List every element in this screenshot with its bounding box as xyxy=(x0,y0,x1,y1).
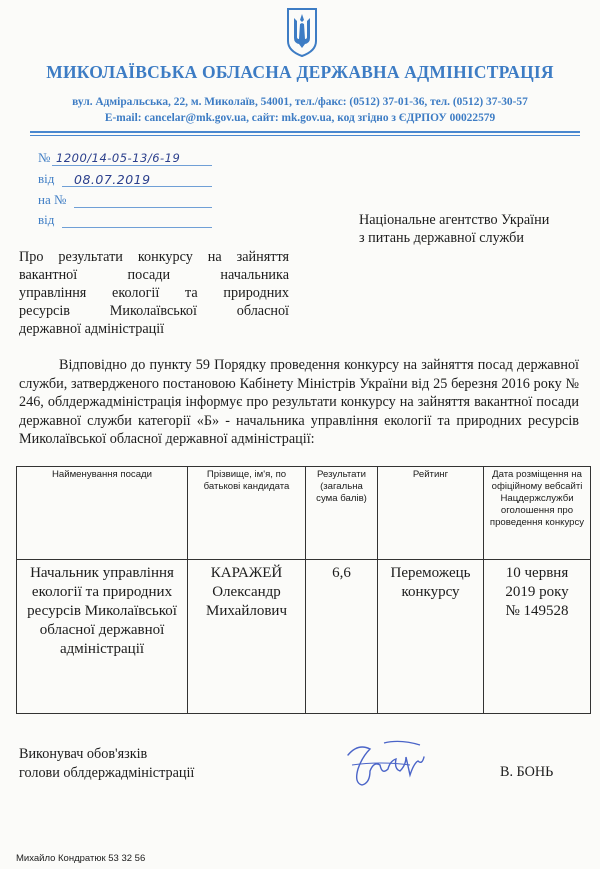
header-candidate: Прізвище, ім'я, по батькові кандидата xyxy=(188,467,306,560)
addressee-line2: з питань державної служби xyxy=(359,230,524,246)
coat-of-arms-trident-icon xyxy=(285,6,319,58)
cell-score: 6,6 xyxy=(306,560,378,714)
ref-date-label: від xyxy=(38,212,55,227)
date-line: 10 червня xyxy=(505,565,569,581)
table-row xyxy=(17,560,591,714)
ref-date-underline xyxy=(62,227,212,228)
signatory-title xyxy=(19,745,194,783)
header-rating: Рейтинг xyxy=(378,467,484,560)
reg-number-underline xyxy=(52,165,212,166)
cell-candidate xyxy=(188,560,306,714)
ref-number-label: на № xyxy=(38,192,67,207)
ref-number-underline xyxy=(74,207,212,208)
contact-line: E-mail: cancelar@mk.gov.ua, сайт: mk.gov.ua, код згідно з ЄДРПОУ 00022579 xyxy=(104,112,496,124)
results-table xyxy=(16,466,591,714)
handwritten-signature xyxy=(340,735,430,795)
cell-publication-date xyxy=(484,560,591,714)
header-publication-date: Дата розміщення на офіційному вебсайті Нацдержслужби оголошення про проведення конкурсу xyxy=(484,467,591,560)
cell-rating: Переможець конкурсу xyxy=(378,560,484,714)
signatory-name: В. БОНЬ xyxy=(500,764,554,780)
cell-position: Начальник управління екології та природних ресурсів Миколаївської обласної державної адміністрації xyxy=(17,560,188,714)
reg-number-value: 1200/14-05-13/6-19 xyxy=(56,151,181,165)
signatory-title-line1: Виконувач обов'язків xyxy=(19,746,148,762)
reg-number-label: № xyxy=(38,150,51,165)
header-score: Результати (загальна сума балів) xyxy=(306,467,378,560)
date-line: 2019 року xyxy=(505,584,569,600)
subject-block xyxy=(19,248,289,338)
body-paragraph: Відповідно до пункту 59 Порядку проведення конкурсу на зайняття посад державної служби, затвердженого постановою Кабінету Міністрів України від 25 березня 2016 року № 246, облдержадміністрація інформує про результати конкурсу на зайняття вакантної посади державної служби категорії «Б» - начальника управління екології та природних ресурсів Миколаївської обласної державної адміністрації: xyxy=(19,357,579,447)
subject-line: Про результати конкурсу на зайняття xyxy=(19,249,289,265)
subject-line: державної адміністрації xyxy=(19,321,165,337)
candidate-surname: КАРАЖЕЙ xyxy=(210,565,283,581)
org-title: МИКОЛАЇВСЬКА ОБЛАСНА ДЕРЖАВНА АДМІНІСТРАЦІЯ xyxy=(46,62,554,82)
signatory-title-line2: голови облдержадміністрації xyxy=(19,765,195,781)
subject-line: вакантної посади начальника xyxy=(19,267,289,283)
header-position: Найменування посади xyxy=(17,467,188,560)
subject-line: управління екології та природних xyxy=(19,285,289,301)
addressee-line1: Національне агентство України xyxy=(359,212,550,228)
executor-note: Михайло Кондратюк 53 32 56 xyxy=(16,853,146,864)
date-line: № 149528 xyxy=(505,603,569,619)
table-header-row xyxy=(17,467,591,560)
reg-date-label: від xyxy=(38,171,55,186)
candidate-name: Олександр Михайлович xyxy=(206,584,287,619)
address-line: вул. Адміральська, 22, м. Миколаїв, 54001, тел./факс: (0512) 37-01-36, тел. (0512) 37-30-57 xyxy=(72,96,528,108)
subject-line: ресурсів Миколаївської обласної xyxy=(19,303,289,319)
addressee xyxy=(359,211,549,247)
letterhead-divider xyxy=(30,131,580,133)
reg-date-value: 08.07.2019 xyxy=(74,172,151,187)
letterhead-divider-thin xyxy=(30,135,580,136)
